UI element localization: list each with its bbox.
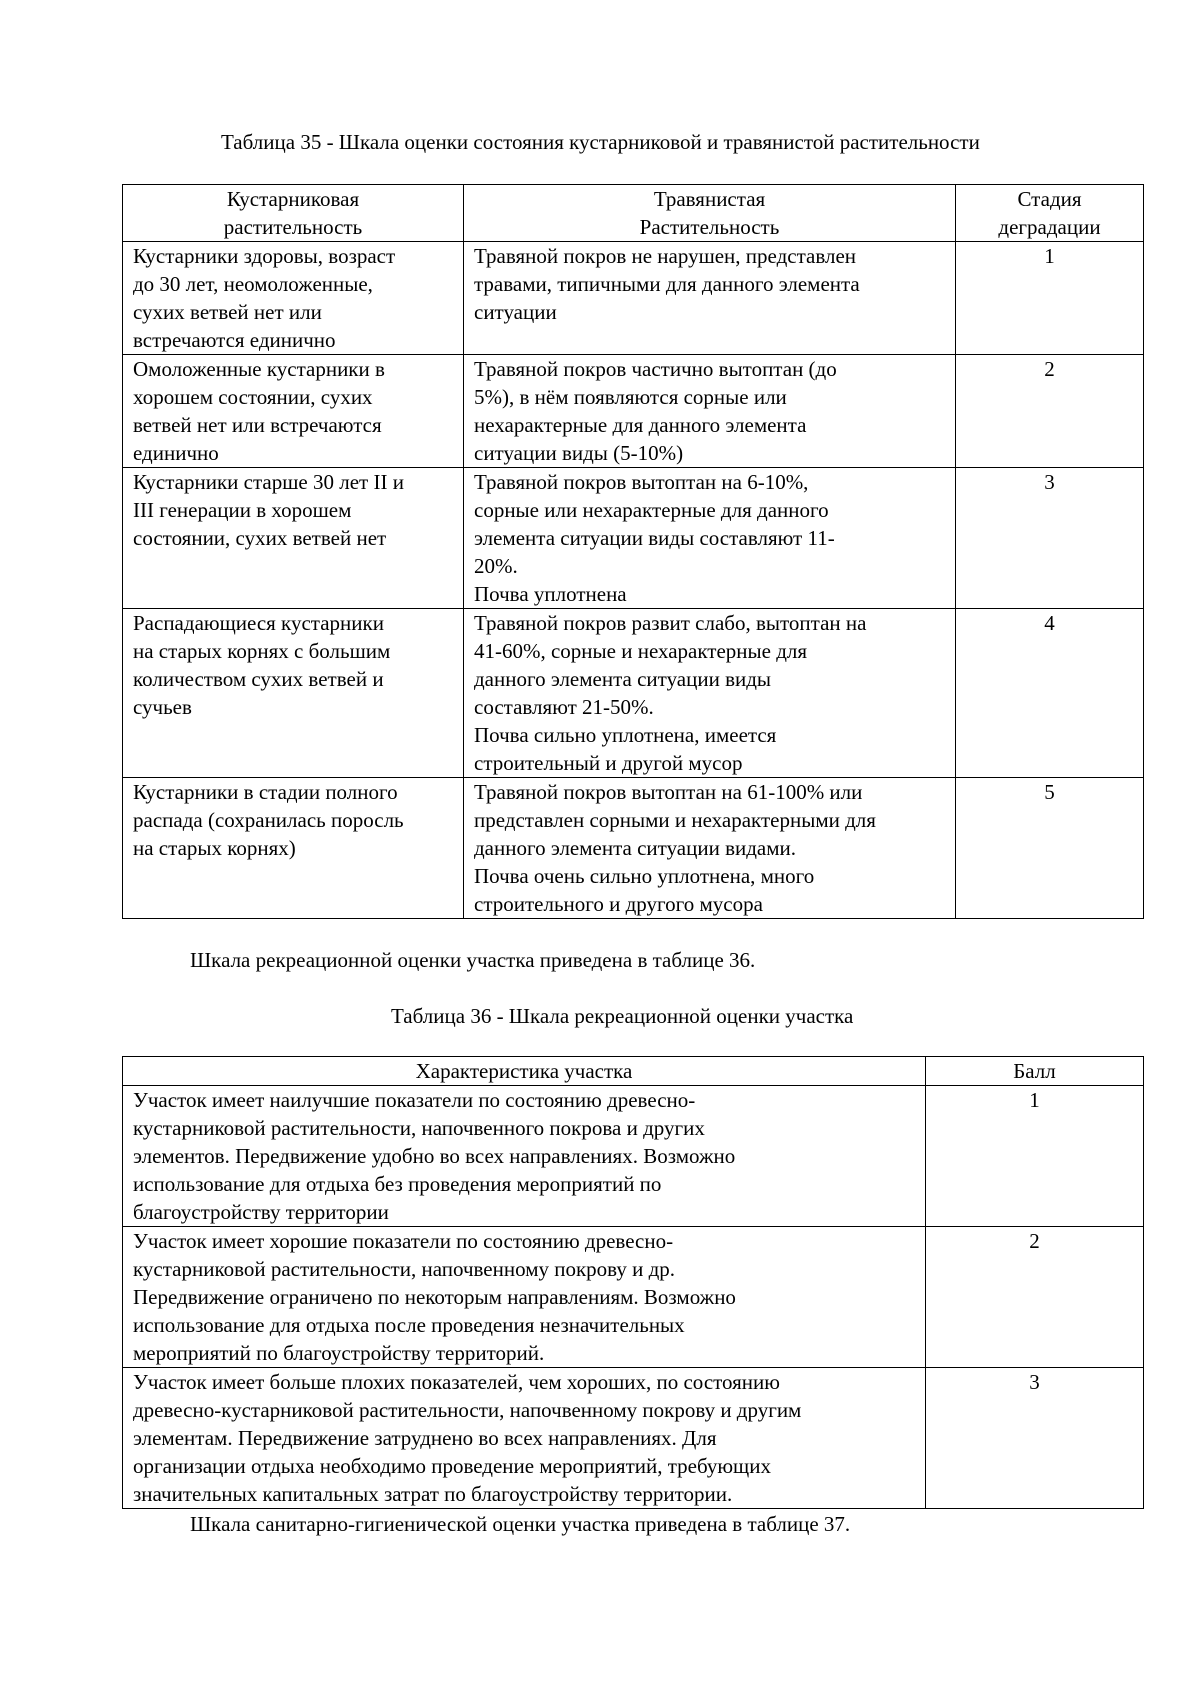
grass-cell: Травяной покров развит слабо, вытоптан на 41-60%, сорные и нехарактерные для данного элемента ситуации виды составляют 21-50%. Почва сильно уплотнена, имеется строительный и другой мусор — [464, 609, 956, 778]
score-cell: 1 — [926, 1086, 1144, 1227]
characteristic-cell: Участок имеет наилучшие показатели по состоянию древесно- кустарниковой растительности, напочвенного покрова и других элементов. Передвижение удобно во всех направлениях. Возможно использование для отдыха без проведения мероприятий по благоустройству территории — [123, 1086, 926, 1227]
characteristic-cell: Участок имеет больше плохих показателей, чем хороших, по состоянию древесно-кустарниковой растительности, напочвенному покрову и другим элементам. Передвижение затруднено во всех направлениях. Для организации отдыха необходимо проведение мероприятий, требующих значительных капитальных затрат по благоустройству территории. — [123, 1368, 926, 1509]
shrub-cell: Кустарники старше 30 лет II и III генерации в хорошем состоянии, сухих ветвей нет — [123, 468, 464, 609]
paragraph-table-37-reference: Шкала санитарно-гигиенической оценки участка приведена в таблице 37. — [190, 1512, 851, 1536]
table-36-header-row — [123, 1057, 1144, 1086]
table-35-header-row — [123, 185, 1144, 242]
header-score: Балл — [926, 1057, 1144, 1086]
table-row — [123, 1227, 1144, 1368]
characteristic-cell: Участок имеет хорошие показатели по состоянию древесно- кустарниковой растительности, напочвенному покрову и др. Передвижение ограничено по некоторым направлениям. Возможно использование для отдыха после проведения незначительных мероприятий по благоустройству территорий. — [123, 1227, 926, 1368]
header-characteristic: Характеристика участка — [123, 1057, 926, 1086]
table-35-caption: Таблица 35 - Шкала оценки состояния кустарниковой и травянистой растительности — [221, 130, 980, 154]
grass-cell: Травяной покров не нарушен, представлен травами, типичными для данного элемента ситуации — [464, 242, 956, 355]
table-36 — [122, 1056, 1144, 1509]
table-row — [123, 468, 1144, 609]
shrub-cell: Омоложенные кустарники в хорошем состоянии, сухих ветвей нет или встречаются единично — [123, 355, 464, 468]
table-row — [123, 778, 1144, 919]
stage-cell: 5 — [956, 778, 1144, 919]
table-row — [123, 242, 1144, 355]
table-row — [123, 355, 1144, 468]
shrub-cell: Кустарники в стадии полного распада (сохранилась поросль на старых корнях) — [123, 778, 464, 919]
header-stage: Стадия деградации — [956, 185, 1144, 242]
grass-cell: Травяной покров частично вытоптан (до 5%), в нём появляются сорные или нехарактерные для данного элемента ситуации виды (5-10%) — [464, 355, 956, 468]
header-grass: Травянистая Растительность — [464, 185, 956, 242]
shrub-cell: Кустарники здоровы, возраст до 30 лет, неомоложенные, сухих ветвей нет или встречаются единично — [123, 242, 464, 355]
table-36-caption: Таблица 36 - Шкала рекреационной оценки участка — [391, 1004, 854, 1028]
stage-cell: 1 — [956, 242, 1144, 355]
stage-cell: 2 — [956, 355, 1144, 468]
header-shrub: Кустарниковая растительность — [123, 185, 464, 242]
table-row — [123, 1368, 1144, 1509]
stage-cell: 3 — [956, 468, 1144, 609]
score-cell: 3 — [926, 1368, 1144, 1509]
grass-cell: Травяной покров вытоптан на 61-100% или представлен сорными и нехарактерными для данного элемента ситуации видами. Почва очень сильно уплотнена, много строительного и другого мусора — [464, 778, 956, 919]
stage-cell: 4 — [956, 609, 1144, 778]
table-row — [123, 609, 1144, 778]
paragraph-table-36-reference: Шкала рекреационной оценки участка приведена в таблице 36. — [190, 948, 756, 972]
shrub-cell: Распадающиеся кустарники на старых корнях с большим количеством сухих ветвей и сучьев — [123, 609, 464, 778]
grass-cell: Травяной покров вытоптан на 6-10%, сорные или нехарактерные для данного элемента ситуации виды составляют 11- 20%. Почва уплотнена — [464, 468, 956, 609]
score-cell: 2 — [926, 1227, 1144, 1368]
table-35 — [122, 184, 1144, 919]
table-row — [123, 1086, 1144, 1227]
